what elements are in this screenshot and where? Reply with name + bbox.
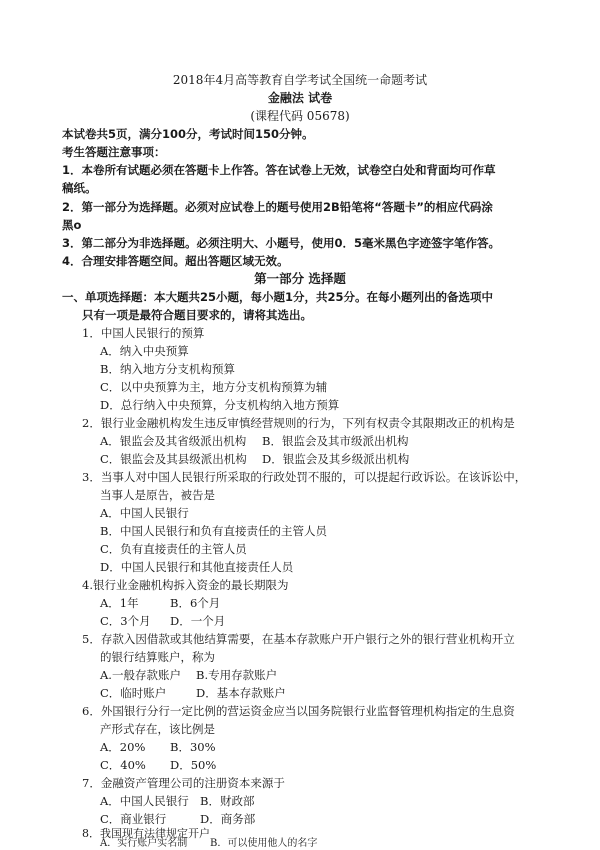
question-option: C．临时账户 — [100, 686, 167, 700]
question-stem: 5．存款入因借款或其他结算需要，在基本存款账户开户银行之外的银行营业机构开立 — [82, 632, 515, 646]
question-option: A．实行账户实名制 — [100, 838, 188, 849]
question-option: A．20% — [100, 740, 146, 754]
course-code: (课程代码 05678) — [250, 109, 350, 123]
question-option: D．一个月 — [170, 614, 226, 628]
question-stem: 的银行结算账户，称为 — [100, 650, 215, 664]
question-option: A．银监会及其省级派出机构 — [100, 434, 247, 448]
question-stem: 产形式存在，该比例是 — [100, 722, 215, 736]
question-option: A．中国人民银行 — [100, 794, 189, 808]
notice-line: 3．第二部分为非选择题。必须注明大、小题号，使用0．5毫米黑色字迹签字笔作答。 — [62, 236, 501, 250]
question-stem: 6．外国银行分行一定比例的营运资金应当以国务院银行业监督管理机构指定的生息资 — [82, 704, 515, 718]
question-option: B．财政部 — [200, 794, 255, 808]
notice-line: 黑o — [62, 218, 82, 232]
question-option: D．中国人民银行和其他直接责任人员 — [100, 560, 294, 574]
question-option: D．基本存款账户 — [196, 686, 286, 700]
notice-title: 考生答题注意事项： — [62, 145, 166, 159]
question-option: B．纳入地方分支机构预算 — [100, 362, 235, 376]
question-option: B.专用存款账户 — [196, 668, 278, 682]
question-option: D．50% — [170, 758, 217, 772]
notice-line: 1．本卷所有试题必须在答题卡上作答。答在试卷上无效，试卷空白处和背面均可作草 — [62, 163, 496, 177]
question-option: D．银监会及其乡级派出机构 — [262, 452, 410, 466]
question-option: A.一般存款账户 — [100, 668, 181, 682]
question-stem: 8．我国现有法律规定开户 — [82, 827, 210, 840]
question-option: B．6个月 — [170, 596, 221, 610]
exam-summary: 本试卷共5页，满分100分，考试时间150分钟。 — [62, 127, 314, 141]
question-stem: 7．金融资产管理公司的注册资本来源于 — [82, 776, 285, 790]
question-stem: 3．当事人对中国人民银行所采取的行政处罚不服的，可以提起行政诉讼。在该诉讼中， — [82, 470, 527, 484]
question-option: C．以中央预算为主，地方分支机构预算为辅 — [100, 380, 328, 394]
question-stem: 2．银行业金融机构发生违反审慎经营规则的行为，下列有权责令其限期改正的机构是 — [82, 416, 515, 430]
question-stem: 4.银行业金融机构拆入资金的最长期限为 — [82, 578, 289, 592]
question-stem: 当事人是原告，被告是 — [100, 488, 215, 502]
question-option: D．总行纳入中央预算，分支机构纳入地方预算 — [100, 398, 340, 412]
question-option: B．银监会及其市级派出机构 — [262, 434, 409, 448]
question-option: D．商务部 — [200, 812, 256, 826]
section-instructions: 只有一项是最符合题目要求的，请将其选出。 — [82, 308, 312, 322]
section-instructions: 一、单项选择题：本大题共25小题，每小题1分，共25分。在每小题列出的备选项中 — [62, 290, 494, 304]
question-stem: 1．中国人民银行的预算 — [82, 326, 205, 340]
question-option: C．3个月 — [100, 614, 151, 628]
exam-subject: 金融法 试卷 — [267, 91, 333, 105]
question-option: A．纳入中央预算 — [100, 344, 189, 358]
question-option: B．可以使用他人的名字 — [210, 838, 318, 849]
question-option: A．1年 — [100, 596, 139, 610]
notice-line: 稿纸。 — [62, 181, 97, 195]
exam-title: 2018年4月高等教育自学考试全国统一命题考试 — [172, 73, 428, 87]
question-option: B．30% — [170, 740, 216, 754]
question-option: A．中国人民银行 — [100, 506, 189, 520]
part-title: 第一部分 选择题 — [254, 271, 346, 286]
question-option: C．负有直接责任的主管人员 — [100, 542, 247, 556]
notice-line: 2．第一部分为选择题。必须对应试卷上的题号使用2B铅笔将“答题卡”的相应代码涂 — [62, 200, 493, 214]
question-option: C．40% — [100, 758, 146, 772]
question-option: C．银监会及其县级派出机构 — [100, 452, 247, 466]
question-option: C．商业银行 — [100, 812, 167, 826]
question-option: B．中国人民银行和负有直接责任的主管人员 — [100, 524, 327, 538]
notice-line: 4．合理安排答题空间。超出答题区域无效。 — [62, 254, 289, 268]
